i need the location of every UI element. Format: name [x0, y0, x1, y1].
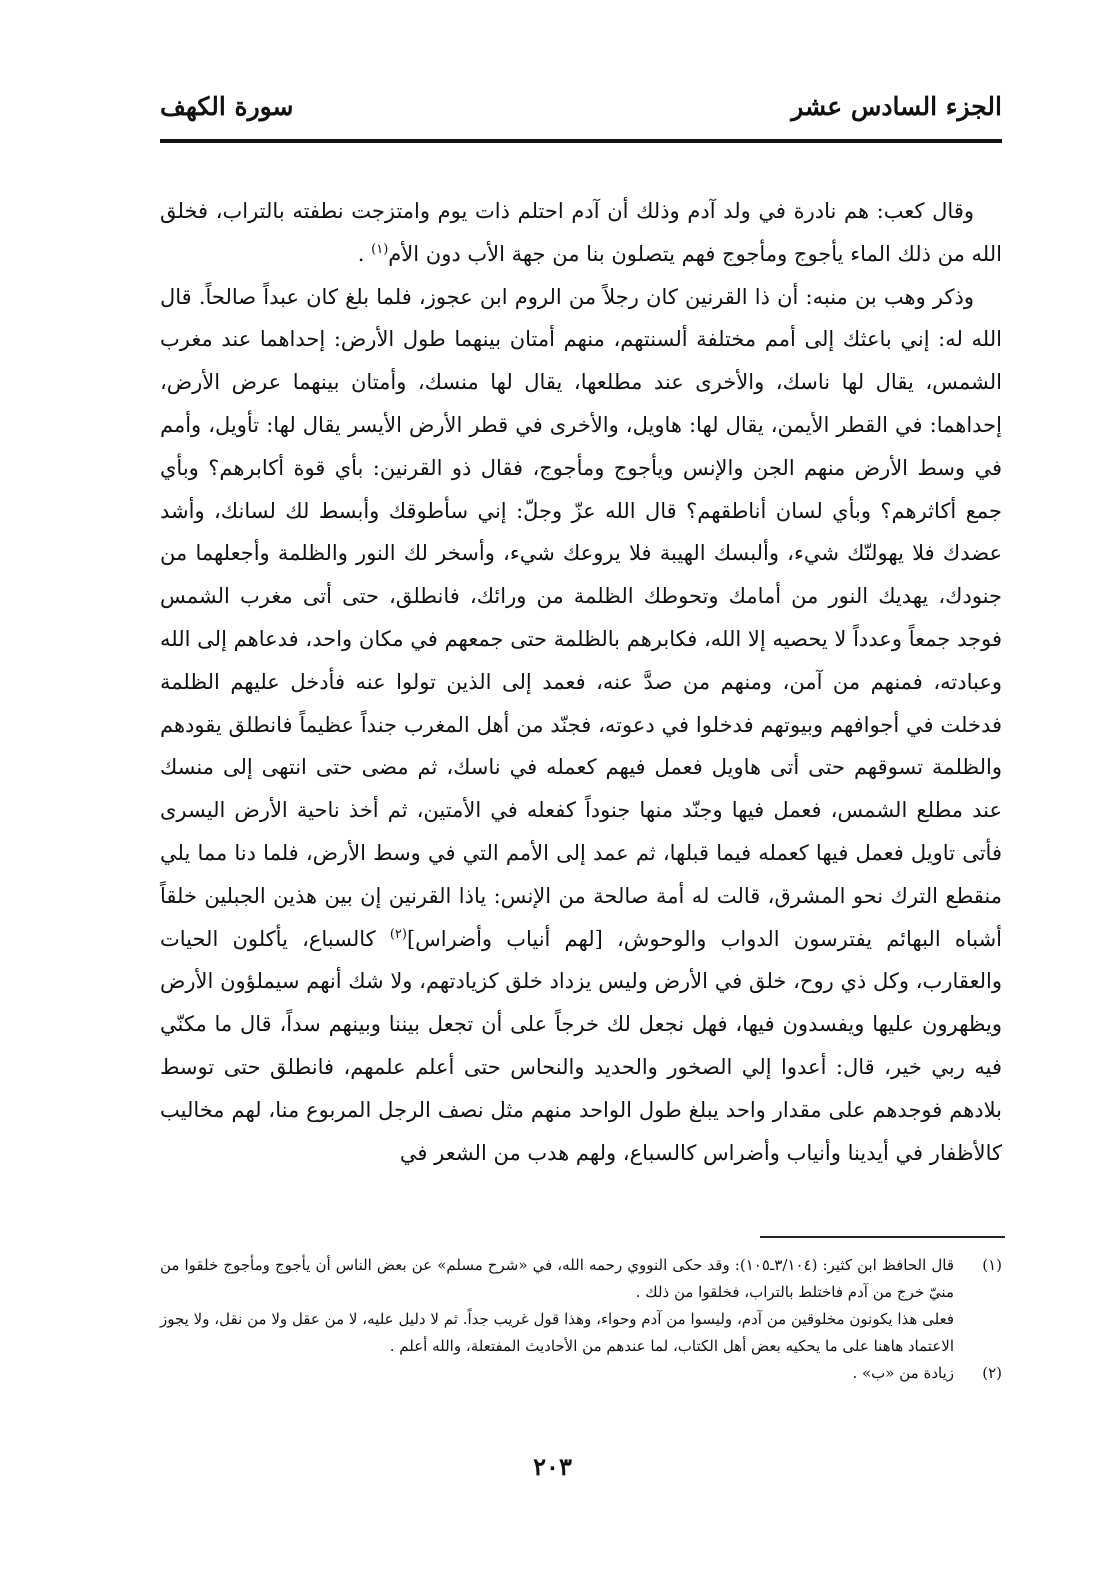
running-header [160, 92, 1002, 128]
footnote-number: (١) [982, 1256, 1002, 1274]
footnote-1 [160, 1252, 1002, 1360]
part-title: الجزء السادس عشر [791, 92, 1002, 121]
footnote-2 [160, 1360, 1002, 1387]
footnote-text: فعلى هذا يكونون مخلوقين من آدم، وليسوا من آدم وحواء، وهذا قول غريب جداً. ثم لا دليل عليه، لا من عقل ولا من نقل، ولا يجوز الاعتماد هاهنا على ما يحكيه بعض أهل الكتاب، لما عندهم من الأحاديث المفتعلة، والله أعلم . [160, 1310, 954, 1355]
footnote-number: (٢) [982, 1364, 1002, 1382]
paragraph-wahb [160, 276, 1002, 1175]
footnotes [160, 1252, 1002, 1387]
paragraph-text: وذكر وهب بن منبه: أن ذا القرنين كان رجلاً من الروم ابن عجوز، فلما بلغ كان عبداً صالحاً. قال الله له: إني باعثك إلى أمم مختلفة ألسنتهم، منهم أمتان بينهما طول الأرض: إحداهما عند مغرب الشمس، يقال لها ناسك، والأخرى عند مطلعها، يقال لها منسك، وأمتان بينهما عرض الأرض، إحداهما: في القطر الأيمن، يقال لها: هاويل، والأخرى في قطر الأرض الأيسر يقال لها: تأويل، وأمم في وسط الأرض منهم الجن والإنس ويأجوج ومأجوج، فقال ذو القرنين: بأي قوة أكابرهم؟ وبأي جمع أكاثرهم؟ وبأي لسان أناطقهم؟ قال الله عزّ وجلّ: إني سأطوقك وأبسط لك لسانك، وأشد عضدك فلا يهولنّك شيء، وألبسك الهيبة فلا يروعك شيء، وأسخر لك النور والظلمة وأجعلهما من جنودك، يهديك النور من أمامك وتحوطك الظلمة من ورائك، فانطلق، حتى أتى مغرب الشمس فوجد جمعاً وعدداً لا يحصيه إلا الله، فكابرهم بالظلمة حتى جمعهم في مكان واحد، فدعاهم إلى الله وعبادته، فمنهم من آمن، ومنهم من صدَّ عنه، فعمد إلى الذين تولوا عنه فأدخل عليهم الظلمة فدخلت في أجوافهم وبيوتهم فدخلوا في دعوته، فجنّد من أهل المغرب جنداً عظيماً فانطلق يقودهم والظلمة تسوقهم حتى أتى هاويل فعمل فيهم كعمله في ناسك، ثم مضى حتى انتهى إلى منسك عند مطلع الشمس، فعمل فيها وجنّد منها جنوداً كفعله في الأمتين، ثم أخذ ناحية الأرض اليسرى فأتى تاويل فعمل فيها كعمله فيما قبلها، ثم عمد إلى الأمم التي في وسط الأرض، فلما دنا مما يلي منقطع الترك نحو المشرق، قالت له أمة صالحة من الإنس: ياذا القرنين إن بين هذين الجبلين خلقاً أشباه البهائم يفترسون الدواب والوحوش، [لهم أنياب وأضراس] [160, 284, 1003, 951]
footnote-ref: (٢) [389, 926, 407, 942]
header-rule [160, 139, 1002, 143]
main-text [160, 190, 1002, 1174]
paragraph-end: . [357, 241, 372, 266]
footnote-divider [760, 1236, 1005, 1238]
paragraph-kaab [160, 190, 1002, 276]
page-number: ٢٠٣ [533, 1452, 572, 1481]
footnote-text: زيادة من «ب» . [852, 1364, 954, 1382]
footnote-ref: (١) [371, 241, 389, 257]
paragraph-text: وقال كعب: هم نادرة في ولد آدم وذلك أن آدم احتلم ذات يوم وامتزجت نطفته بالتراب، فخلق الله من ذلك الماء يأجوج ومأجوج فهم يتصلون بنا من جهة الأب دون الأم [160, 199, 1002, 266]
footnote-text: قال الحافظ ابن كثير: (٣/١٠٤ـ١٠٥): وقد حكى النووي رحمه الله، في «شرح مسلم» عن بعض الناس أن يأجوج ومأجوج خلقوا من منيّ خرج من آدم فاختلط بالتراب، فخلقوا من ذلك . [160, 1256, 954, 1301]
paragraph-text-end: كالسباع، يأكلون الحيات والعقارب، وكل ذي روح، خلق في الأرض وليس يزداد خلق كزيادتهم، ولا شك أنهم سيملؤون الأرض ويظهرون عليها ويفسدون فيها، فهل نجعل لك خرجاً على أن تجعل بيننا وبينهم سداً، قال ما مكنّي فيه ربي خير، قال: أعدوا إلي الصخور والحديد والنحاس حتى أعلم علمهم، فانطلق حتى توسط بلادهم فوجدهم على مقدار واحد يبلغ طول الواحد منهم مثل نصف الرجل المربوع منا، لهم مخاليب كالأظفار في أيدينا وأنياب وأضراس كالسباع، ولهم هدب من الشعر في [160, 926, 1002, 1165]
surah-title: سورة الكهف [160, 92, 294, 121]
